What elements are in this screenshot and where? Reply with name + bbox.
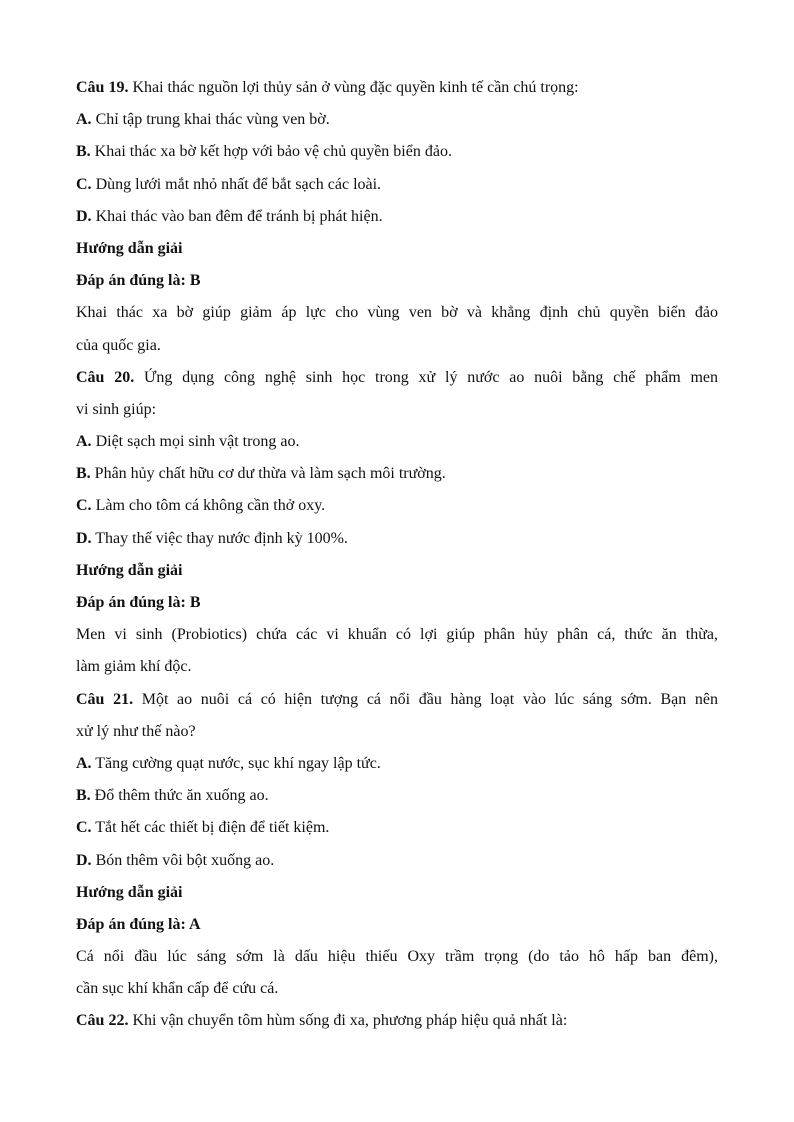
question-text-cont: xử lý như thế nào?	[76, 722, 196, 740]
option-letter: C.	[76, 175, 92, 193]
question-number: Câu 21.	[76, 690, 134, 708]
option-b	[76, 136, 718, 168]
option-text: Tắt hết các thiết bị điện để tiết kiệm.	[91, 819, 330, 837]
question-text-cont: vi sinh giúp:	[76, 400, 157, 418]
option-letter: B.	[76, 787, 91, 805]
explanation-line: Khai thác xa bờ giúp giảm áp lực cho vùng ven bờ và khẳng định chủ quyền biển đảo	[76, 304, 718, 322]
option-b	[76, 780, 718, 812]
option-letter: A.	[76, 111, 92, 129]
option-text: Thay thế việc thay nước định kỳ 100%.	[91, 529, 348, 547]
option-text: Chỉ tập trung khai thác vùng ven bờ.	[91, 111, 330, 129]
guide-heading: Hướng dẫn giải	[76, 883, 183, 901]
option-text: Phân hủy chất hữu cơ dư thừa và làm sạch môi trường.	[90, 465, 446, 483]
answer-line: Đáp án đúng là: B	[76, 272, 201, 290]
question-text: Khai thác nguồn lợi thủy sản ở vùng đặc quyền kinh tế cần chú trọng:	[128, 79, 579, 96]
explanation-line: Men vi sinh (Probiotics) chứa các vi khuẩn có lợi giúp phân hủy phân cá, thức ăn thừa,	[76, 626, 718, 644]
explanation-line: cần sục khí khẩn cấp để cứu cá.	[76, 980, 279, 998]
explanation-line: làm giảm khí độc.	[76, 658, 192, 676]
explanation-line: Cá nổi đầu lúc sáng sớm là dấu hiệu thiếu Oxy trầm trọng (do tảo hô hấp ban đêm),	[76, 948, 718, 966]
option-a	[76, 426, 718, 458]
option-b	[76, 458, 718, 490]
option-d	[76, 523, 718, 555]
question-number: Câu 20.	[76, 368, 135, 386]
option-letter: D.	[76, 207, 92, 225]
option-c	[76, 490, 718, 522]
option-letter: A.	[76, 433, 92, 451]
guide-heading: Hướng dẫn giải	[76, 561, 183, 579]
option-d	[76, 201, 718, 233]
option-letter: D.	[76, 851, 92, 869]
option-letter: B.	[76, 143, 91, 161]
option-c	[76, 812, 718, 844]
option-a	[76, 104, 718, 136]
option-text: Khai thác xa bờ kết hợp với bảo vệ chủ quyền biển đảo.	[90, 143, 452, 161]
question-22	[76, 1005, 718, 1037]
explanation-line: của quốc gia.	[76, 336, 161, 354]
option-letter: A.	[76, 754, 92, 772]
option-text: Tăng cường quạt nước, sục khí ngay lập tức.	[91, 754, 381, 772]
option-letter: B.	[76, 465, 91, 483]
option-text: Dùng lưới mắt nhỏ nhất để bắt sạch các loài.	[91, 175, 382, 193]
option-c	[76, 169, 718, 201]
question-text: Khi vận chuyển tôm hùm sống đi xa, phương pháp hiệu quả nhất là:	[128, 1012, 568, 1030]
option-text: Diệt sạch mọi sinh vật trong ao.	[91, 433, 300, 451]
guide-heading: Hướng dẫn giải	[76, 239, 183, 257]
option-letter: D.	[76, 529, 92, 547]
answer-line: Đáp án đúng là: A	[76, 915, 201, 933]
answer-line: Đáp án đúng là: B	[76, 594, 201, 611]
option-letter: C.	[76, 497, 92, 515]
option-d	[76, 845, 718, 877]
option-text: Đổ thêm thức ăn xuống ao.	[90, 787, 269, 805]
question-21	[76, 684, 718, 716]
question-number: Câu 19.	[76, 79, 129, 96]
question-text: Một ao nuôi cá có hiện tượng cá nổi đầu hàng loạt vào lúc sáng sớm. Bạn nên	[133, 690, 718, 708]
question-19	[76, 72, 718, 104]
option-text: Khai thác vào ban đêm để tránh bị phát hiện.	[91, 207, 383, 225]
option-text: Bón thêm vôi bột xuống ao.	[91, 851, 275, 869]
option-letter: C.	[76, 819, 92, 837]
option-a	[76, 748, 718, 780]
question-20	[76, 362, 718, 394]
option-text: Làm cho tôm cá không cần thở oxy.	[91, 497, 326, 515]
document-page	[76, 72, 718, 1038]
question-text: Ứng dụng công nghệ sinh học trong xử lý nước ao nuôi bằng chế phẩm men	[134, 368, 719, 386]
question-number: Câu 22.	[76, 1012, 129, 1030]
